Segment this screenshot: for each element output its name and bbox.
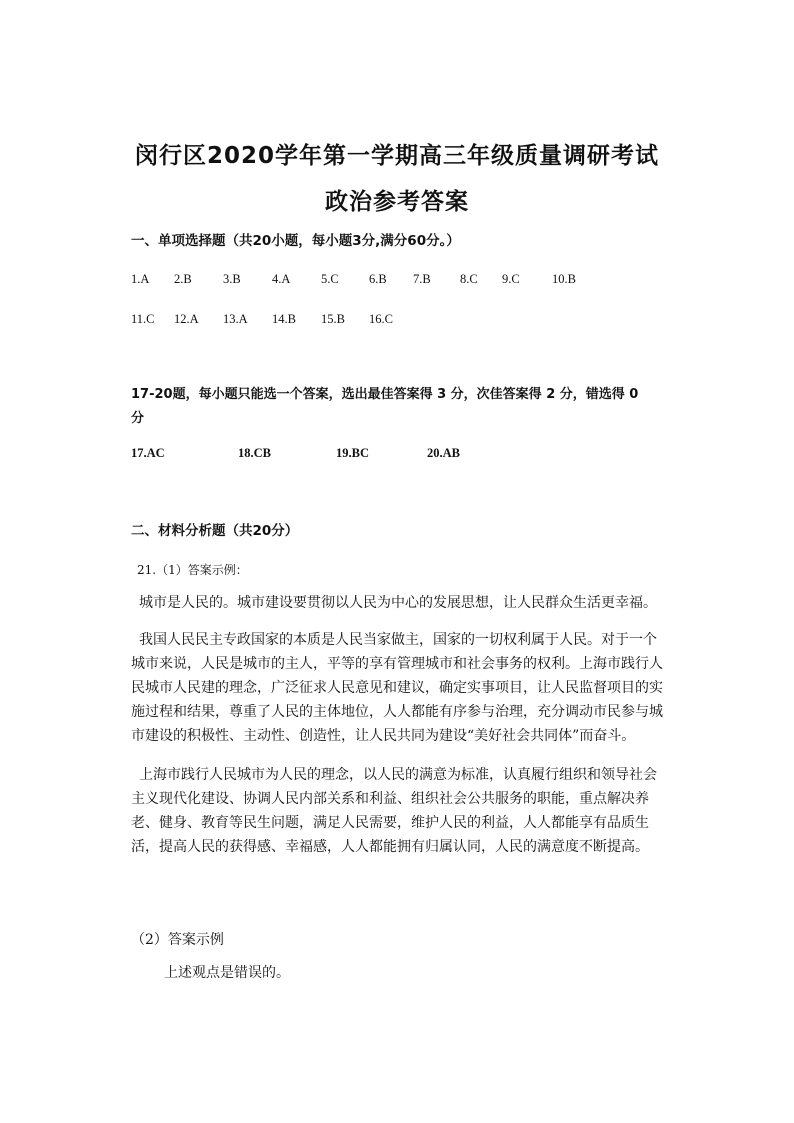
answer-item: 18.CB [238,446,271,460]
document-subtitle: 政治参考答案 [325,189,469,215]
answer-item: 1.A [131,272,150,286]
answer-item: 15.B [321,312,345,326]
q21-part1-label: 21.（1）答案示例： [137,563,248,577]
answer-item: 9.C [502,272,520,286]
answer-item: 7.B [413,272,431,286]
answer-item: 19.BC [336,446,369,460]
answer-item: 16.C [369,312,393,326]
multi-choice-note-line1: 17-20题，每小题只能选一个答案，选出最佳答案得 3 分，次佳答案得 2 分，错选得 0 [131,387,639,402]
answer-item: 8.C [460,272,478,286]
section1-heading: 一、单项选择题（共20小题，每小题3分,满分60分。） [131,233,460,249]
section2-heading: 二、材料分析题（共20分） [131,523,299,539]
answer-item: 5.C [321,272,339,286]
answer-item: 12.A [174,312,199,326]
answers-row-1 [0,272,794,290]
document-title: 闵行区2020学年第一学期高三年级质量调研考试 [134,143,659,169]
answer-item: 3.B [223,272,241,286]
multi-choice-note-line2: 分 [131,411,145,426]
answers-row-2 [0,312,794,330]
answer-item: 20.AB [427,446,460,460]
answer-item: 14.B [272,312,296,326]
answer-item: 6.B [369,272,387,286]
answer-item: 17.AC [131,446,165,460]
answer-paragraph-2: 我国人民民主专政国家的本质是人民当家做主，国家的一切权利属于人民。对于一个城市来说，人民是城市的主人，平等的享有管理城市和社会事务的权利。上海市践行人民城市人民建的理念，广泛征求人民意见和建议，确定实事项目，让人民监督项目的实施过程和结果，尊重了人民的主体地位，人人都能有序参与治理，充分调动市民参与城市建设的积极性、主动性、创造性，让人民共同为建设“美好社会共同体”而奋斗。 [131,632,663,744]
answer-item: 11.C [131,312,155,326]
q21-part2-label: （2）答案示例 [131,932,224,948]
answer-item: 2.B [174,272,192,286]
answer-item: 13.A [223,312,248,326]
answer-paragraph-3: 上海市践行人民城市为人民的理念，以人民的满意为标准，认真履行组织和领导社会主义现代化建设、协调人民内部关系和利益、组织社会公共服务的职能，重点解决养老、健身、教育等民生问题，满足人民需要，维护人民的利益，人人都能享有品质生活，提高人民的获得感、幸福感，人人都能拥有归属认同，人民的满意度不断提高。 [131,767,657,855]
answer-item: 10.B [552,272,576,286]
q21-part2-answer: 上述观点是错误的。 [164,965,290,981]
answer-paragraph-1: 城市是人民的。城市建设要贯彻以人民为中心的发展思想，让人民群众生活更幸福。 [139,595,657,611]
answers-row-3 [0,446,794,464]
answer-item: 4.A [272,272,291,286]
